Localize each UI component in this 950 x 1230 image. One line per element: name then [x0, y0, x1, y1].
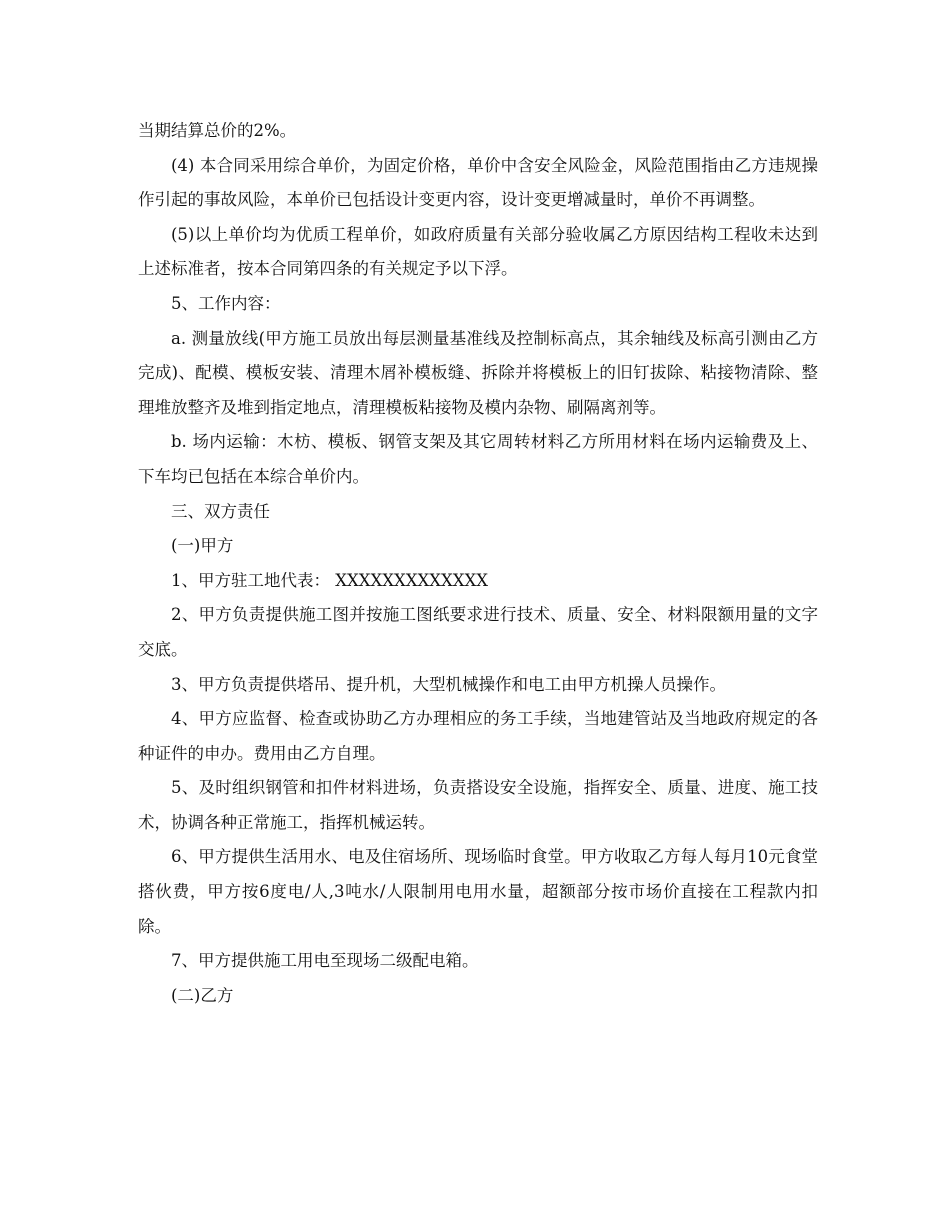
section-heading-responsibilities: 三、双方责任 [171, 501, 270, 521]
paragraph-clause-5-quality: (5)以上单价均为优质工程单价，如政府质量有关部分验收属乙方原因结构工程收未达到上述标准者，按本合同第四条的有关规定予以下浮。 [138, 224, 818, 279]
paragraph-work-content-a: a. 测量放线(甲方施工员放出每层测量基准线及控制标高点，其余轴线及标高引测由乙方完成)、配模、模板安装、清理木屑补模板缝、拆除并将模板上的旧钉拔除、粘接物清除、整理堆放整齐及堆到指定地点，清理模板粘接物及模内杂物、刷隔离剂等。 [138, 328, 818, 417]
paragraph-clause-4-unit-price: (4) 本合同采用综合单价，为固定价格，单价中含安全风险金，风险范围指由乙方违规操作引起的事故风险，本单价已包括设计变更内容，设计变更增减量时，单价不再调整。 [138, 155, 818, 210]
paragraph-party-a-item-6: 6、甲方提供生活用水、电及住宿场所、现场临时食堂。甲方收取乙方每人每月10元食堂搭伙费，甲方按6度电/人,3吨水/人限制用电用水量，超额部分按市场价直接在工程款内扣除。 [138, 847, 818, 936]
document-body [138, 114, 818, 1013]
paragraph-party-a-item-2: 2、甲方负责提供施工图并按施工图纸要求进行技术、质量、安全、材料限额用量的文字交底。 [138, 605, 818, 659]
paragraph-party-a-item-3: 3、甲方负责提供塔吊、提升机，大型机械操作和电工由甲方机操人员操作。 [171, 674, 726, 694]
paragraph-work-content-heading: 5、工作内容： [171, 293, 281, 313]
subsection-heading-party-a: (一)甲方 [171, 536, 234, 556]
paragraph-settlement-continuation: 当期结算总价的2%。 [138, 121, 297, 140]
subsection-heading-party-b: (二)乙方 [171, 985, 234, 1005]
paragraph-work-content-b: b. 场内运输：木枋、模板、钢管支架及其它周转材料乙方所用材料在场内运输费及上、下车均已包括在本综合单价内。 [138, 432, 818, 486]
paragraph-party-a-item-1: 1、甲方驻工地代表： XXXXXXXXXXXXX [171, 570, 488, 590]
paragraph-party-a-item-7: 7、甲方提供施工用电至现场二级配电箱。 [171, 951, 479, 971]
paragraph-party-a-item-5: 5、及时组织钢管和扣件材料进场，负责搭设安全设施，指挥安全、质量、进度、施工技术，协调各种正常施工，指挥机械运转。 [138, 778, 818, 832]
paragraph-party-a-item-4: 4、甲方应监督、检查或协助乙方办理相应的务工手续，当地建管站及当地政府规定的各种证件的申办。费用由乙方自理。 [138, 709, 818, 763]
